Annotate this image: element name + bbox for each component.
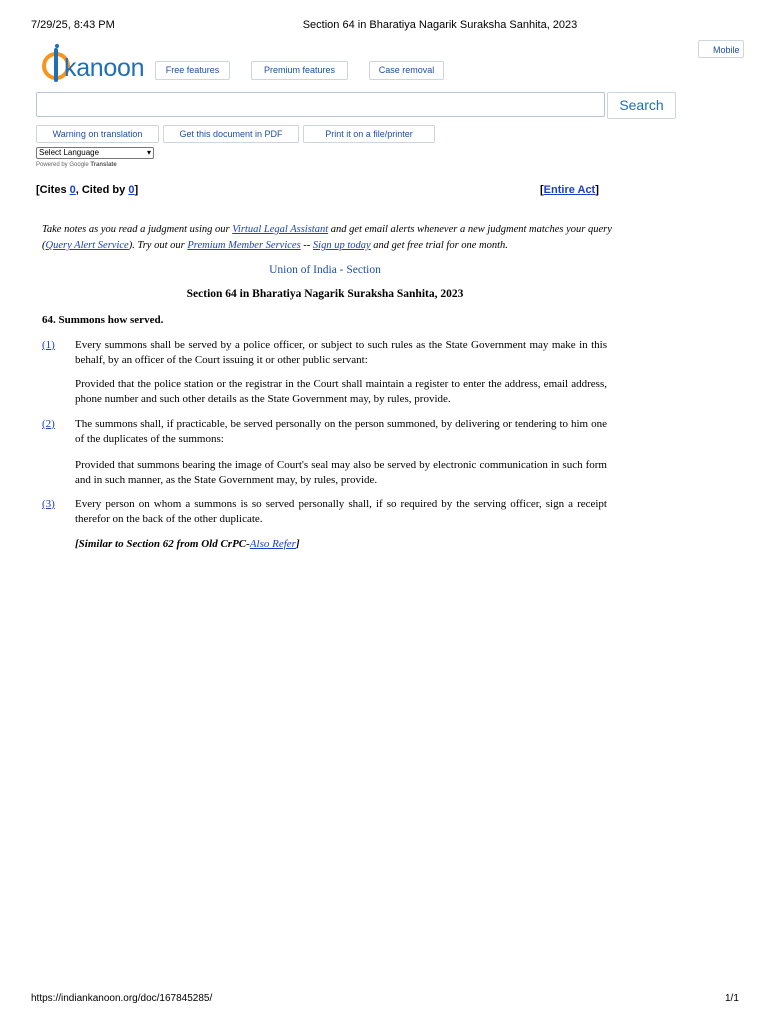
notes-text: ). Try out our <box>128 240 188 251</box>
entire-act <box>540 184 599 196</box>
doc-title: Section 64 in Bharatiya Nagarik Suraksha Sanhita, 2023 <box>186 288 464 300</box>
notes-text: and get email alerts whenever a new judgment matches your query ( <box>42 224 612 251</box>
notes-text: Take notes as you read a judgment using our <box>42 224 233 235</box>
translate-label[interactable]: Translate <box>90 162 117 168</box>
clause-text: Every summons shall be served by a police officer, or subject to such rules as the State Government may make in this behalf, by an officer of the Court issuing it or other public servant: <box>75 339 607 366</box>
logo-dot-icon <box>55 44 59 48</box>
language-select[interactable] <box>36 147 154 159</box>
clause-number-link[interactable]: (1) <box>42 339 55 351</box>
notes-text: -- <box>300 240 313 251</box>
print-datetime: 7/29/25, 8:43 PM <box>31 19 115 31</box>
clause-proviso: Provided that the police station or the registrar in the Court shall maintain a register to enter the address, email address, phone number and such other details as the State Government may, by rules, provide. <box>75 378 607 405</box>
section-heading: 64. Summons how served. <box>42 314 164 326</box>
language-select-value: Select Language <box>39 148 100 157</box>
cites-info <box>36 184 138 196</box>
warning-translation-button[interactable]: Warning on translation <box>36 125 159 143</box>
get-pdf-button[interactable]: Get this document in PDF <box>163 125 299 143</box>
cited-by-label: , Cited by <box>75 184 129 196</box>
search-input[interactable] <box>36 92 605 117</box>
premium-member-services-link[interactable]: Premium Member Services <box>187 240 301 251</box>
entire-act-close: ] <box>595 184 599 196</box>
premium-features-button[interactable]: Premium features <box>251 61 348 80</box>
powered-by-label: Powered by <box>36 162 68 168</box>
clause-text: The summons shall, if practicable, be served personally on the person summoned, by delivering or tendering to him one of the duplicates of the summons: <box>75 418 607 445</box>
entire-act-link[interactable]: Entire Act <box>543 184 596 196</box>
clause-number-link[interactable]: (3) <box>42 498 55 510</box>
clause-number-link[interactable]: (2) <box>42 418 55 430</box>
cites-close: ] <box>134 184 139 196</box>
clause-proviso: Provided that summons bearing the image of Court's seal may also be served by electronic communication in such form and in such manner, as the State Government may, by rules, provide. <box>75 459 607 486</box>
similar-section-note <box>75 538 300 550</box>
also-refer-link[interactable]: Also Refer <box>249 538 296 550</box>
logo-text: kanoon <box>64 54 145 82</box>
case-removal-button[interactable]: Case removal <box>369 61 444 80</box>
print-page-number: 1/1 <box>725 993 739 1004</box>
cites-count-link[interactable]: 0 <box>69 184 76 196</box>
note-suffix: ] <box>295 538 300 550</box>
google-logo-text: Google <box>69 162 89 168</box>
logo-stem-icon <box>54 48 58 82</box>
powered-by-google-translate <box>36 162 117 168</box>
note-prefix: [Similar to Section 62 from Old CrPC- <box>75 538 250 550</box>
chevron-down-icon: ▾ <box>146 148 151 157</box>
print-url: https://indiankanoon.org/doc/167845285/ <box>31 993 213 1004</box>
promo-notes <box>42 222 612 254</box>
search-button[interactable]: Search <box>607 92 676 119</box>
entire-act-open: [ <box>540 184 544 196</box>
print-button[interactable]: Print it on a file/printer <box>303 125 435 143</box>
query-alert-service-link[interactable]: Query Alert Service <box>45 240 129 251</box>
clause-text: Every person on whom a summons is so served personally shall, if so required by the serving officer, sign a receipt therefor on the back of the other duplicate. <box>75 498 607 525</box>
cited-by-count-link[interactable]: 0 <box>128 184 135 196</box>
sign-up-today-link[interactable]: Sign up today <box>312 240 371 251</box>
virtual-legal-assistant-link[interactable]: Virtual Legal Assistant <box>232 224 329 235</box>
notes-text: and get free trial for one month. <box>370 240 508 251</box>
free-features-button[interactable]: Free features <box>155 61 230 80</box>
cites-label: [Cites <box>36 184 70 196</box>
print-title: Section 64 in Bharatiya Nagarik Suraksha Sanhita, 2023 <box>302 19 578 31</box>
indian-kanoon-logo[interactable] <box>42 44 146 90</box>
mobile-button[interactable]: Mobile <box>698 40 744 58</box>
doc-source: Union of India - Section <box>269 264 381 276</box>
